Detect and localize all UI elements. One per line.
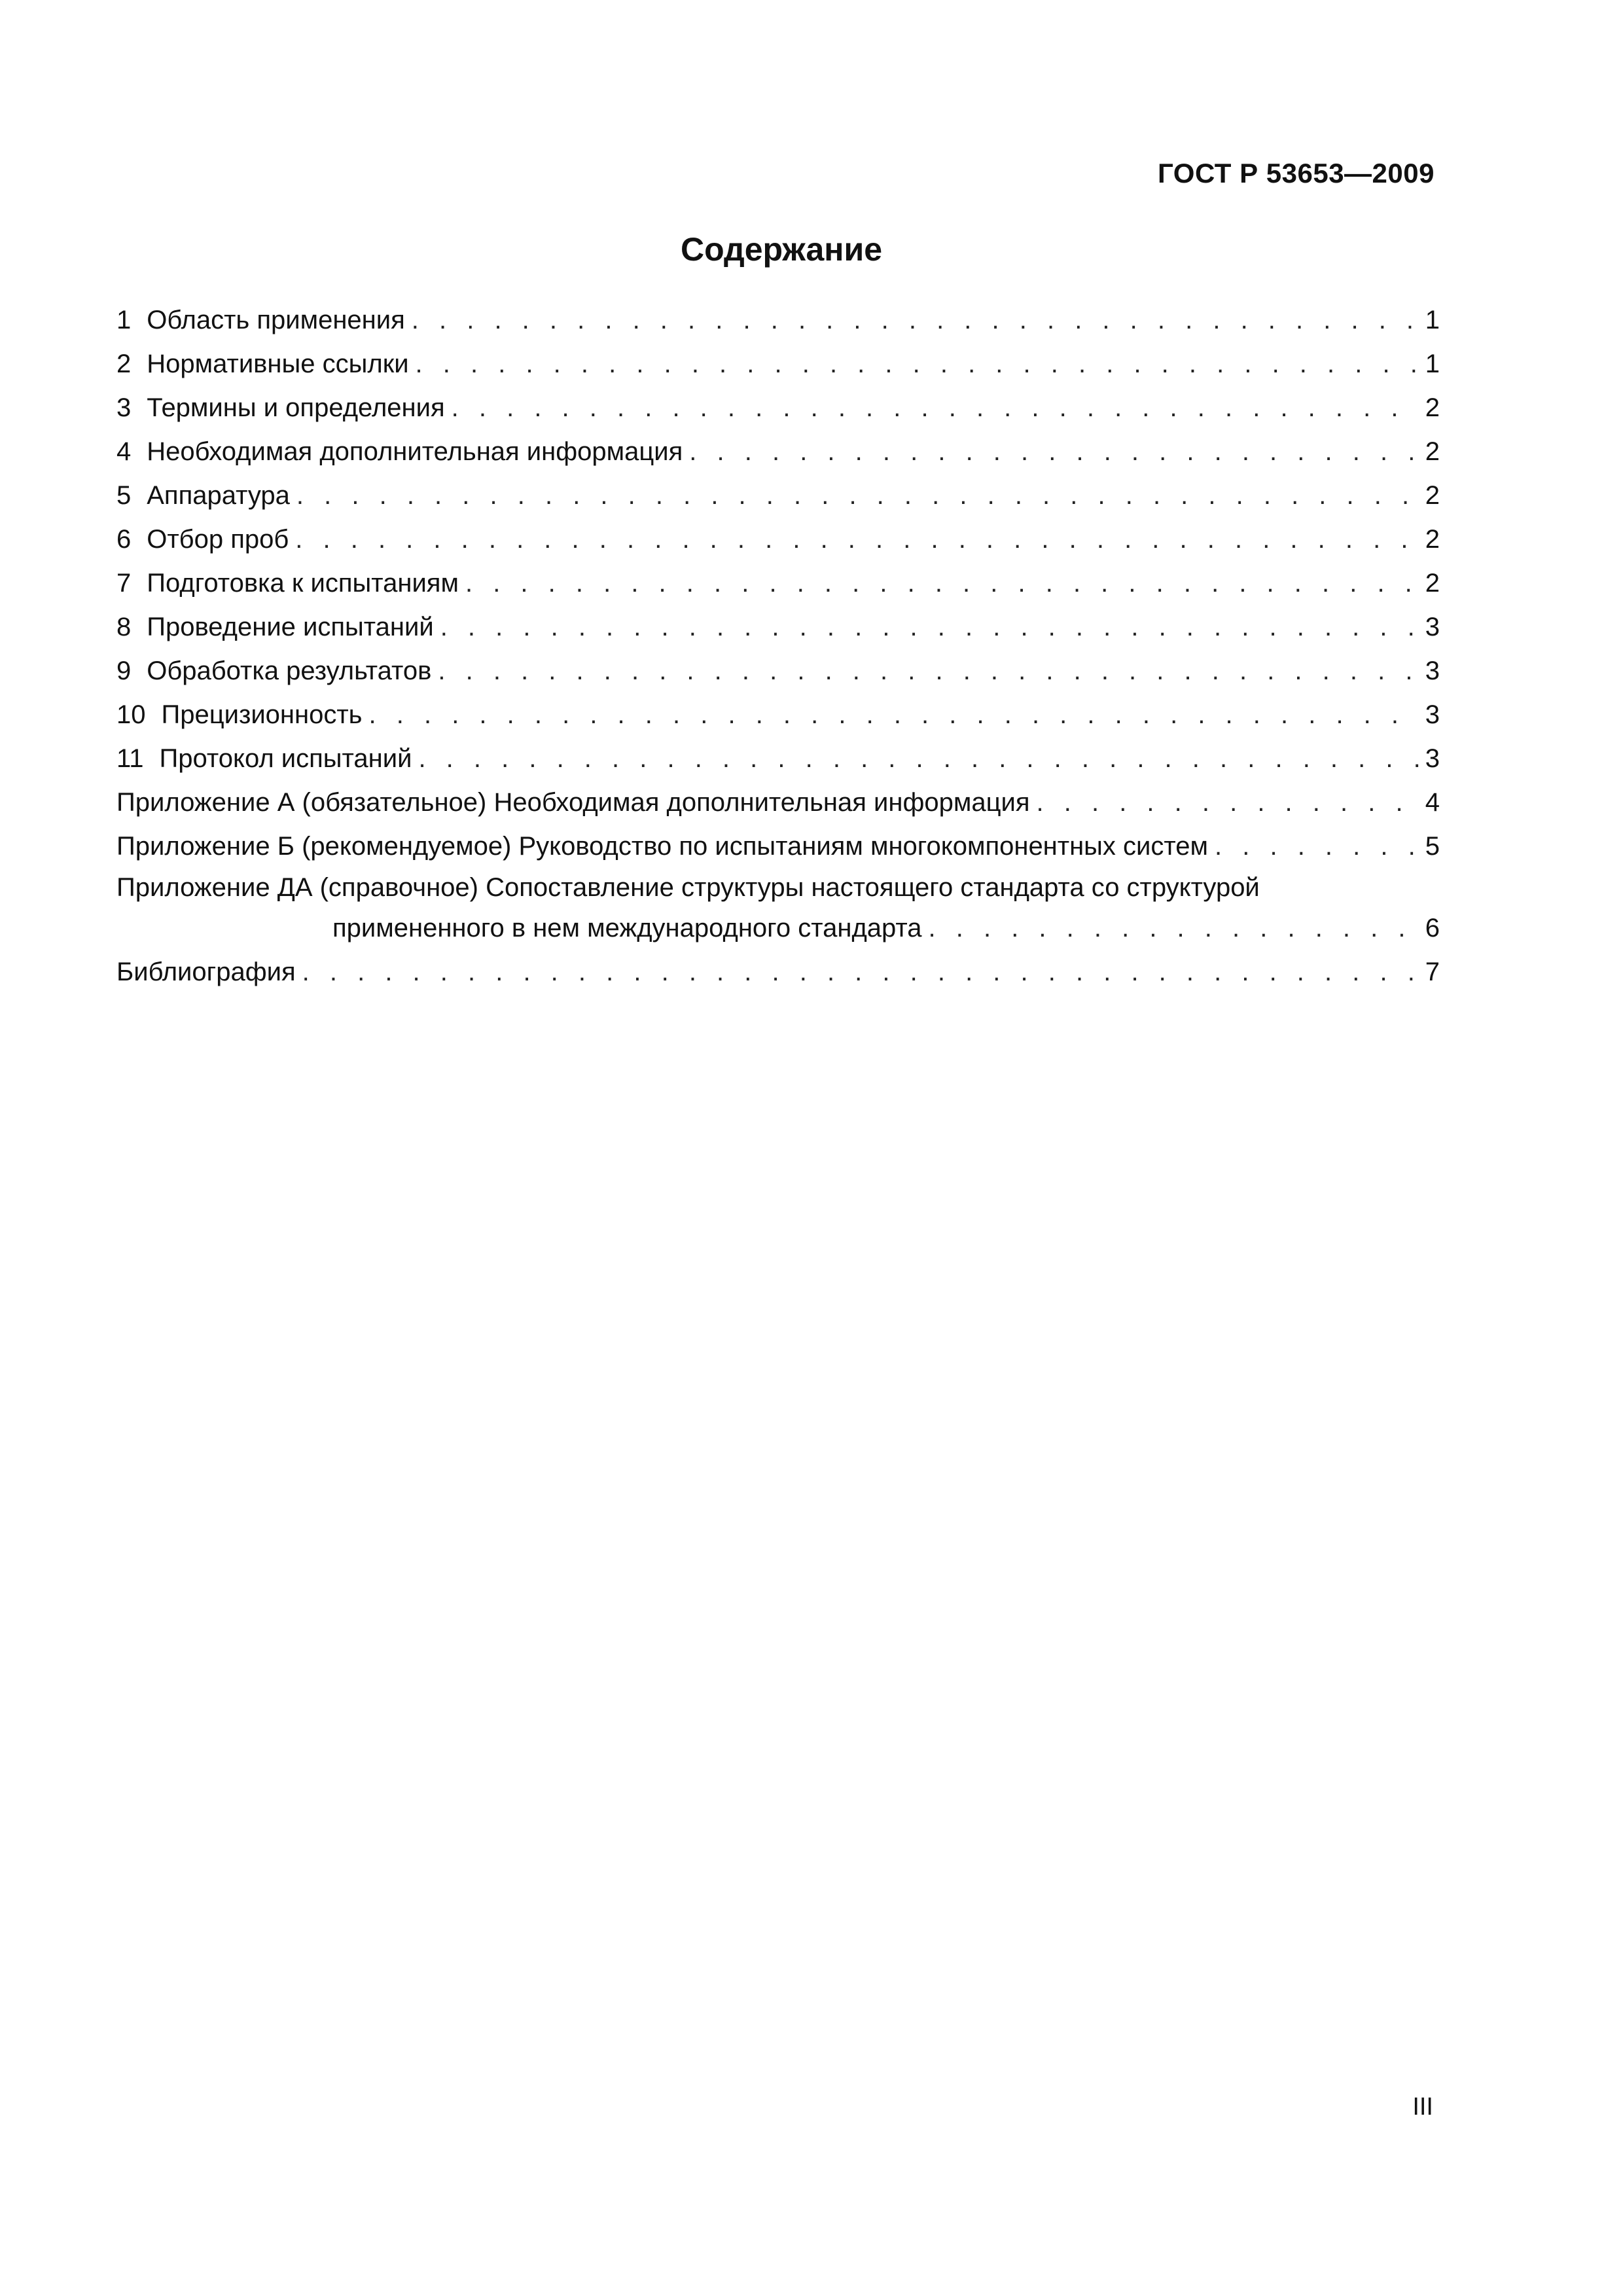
toc-entry-title: Необходимая дополнительная информация — [147, 437, 683, 466]
toc-heading: Содержание — [680, 231, 883, 268]
toc-entry[interactable] — [116, 298, 1440, 342]
toc-entry[interactable] — [116, 693, 1440, 737]
toc-entry-appendix-a[interactable] — [116, 781, 1440, 825]
dot-leader — [412, 298, 1419, 342]
dot-leader — [369, 693, 1419, 737]
dot-leader — [1215, 825, 1419, 869]
dot-leader — [929, 906, 1419, 950]
toc-entry-appendix-da[interactable] — [116, 869, 1440, 950]
toc-entry-number: 1 — [116, 306, 132, 334]
toc-entry[interactable] — [116, 474, 1440, 518]
toc-entry-number: 6 — [116, 525, 132, 554]
toc-entry-page: 1 — [1425, 350, 1440, 378]
toc-entry[interactable] — [116, 649, 1440, 693]
toc-entry-number: 9 — [116, 656, 132, 685]
dot-leader — [296, 474, 1419, 518]
toc-entry-page: 2 — [1425, 525, 1440, 554]
toc-entry-page: 4 — [1425, 788, 1440, 817]
toc-entry-title: Аппаратура — [147, 481, 290, 510]
toc-entry-title: Приложение Б (рекомендуемое) Руководство по испытаниям многокомпонентных систем — [116, 832, 1209, 861]
toc-entry-title: Нормативные ссылки — [147, 350, 409, 378]
toc-entry-title-line-2: примененного в нем международного стандарта — [332, 914, 922, 942]
toc-entry-number: 11 — [116, 744, 144, 773]
toc-entry-page: 2 — [1425, 393, 1440, 422]
toc-entry-title: Проведение испытаний — [147, 613, 434, 641]
page-number: III — [1412, 2093, 1433, 2121]
toc-entry[interactable] — [116, 605, 1440, 649]
dot-leader — [452, 386, 1419, 430]
toc-entry[interactable] — [116, 562, 1440, 605]
dot-leader — [418, 737, 1419, 781]
dot-leader — [689, 430, 1419, 474]
toc-entry-title: Отбор проб — [147, 525, 289, 554]
toc-entry-page: 3 — [1425, 656, 1440, 685]
toc-entry-page: 2 — [1425, 481, 1440, 510]
toc-entry-continuation — [116, 906, 1440, 950]
toc-entry-number: 5 — [116, 481, 132, 510]
toc-entry-bibliography[interactable] — [116, 950, 1440, 994]
toc-entry[interactable] — [116, 342, 1440, 386]
toc-entry-page: 3 — [1425, 744, 1440, 773]
dot-leader — [440, 605, 1419, 649]
toc-entry-title: Подготовка к испытаниям — [147, 569, 459, 598]
toc-entry-number: 3 — [116, 393, 132, 422]
toc-entry-page: 1 — [1425, 306, 1440, 334]
toc-entry-number: 2 — [116, 350, 132, 378]
toc-entry-page: 5 — [1425, 832, 1440, 861]
toc-entry-page: 3 — [1425, 700, 1440, 729]
toc-entry-number: 10 — [116, 700, 146, 729]
toc-entry[interactable] — [116, 386, 1440, 430]
toc-entry-page: 2 — [1425, 569, 1440, 598]
dot-leader — [416, 342, 1419, 386]
toc-entry-title: Библиография — [116, 958, 296, 986]
toc-entry-title-line-1: Приложение ДА (справочное) Сопоставление структуры настоящего стандарта со структурой — [116, 873, 1260, 902]
toc-entry-page: 2 — [1425, 437, 1440, 466]
toc-entry[interactable] — [116, 518, 1440, 562]
toc-entry-page: 6 — [1425, 914, 1440, 942]
toc-entry-appendix-b[interactable] — [116, 825, 1440, 869]
dot-leader — [302, 950, 1419, 994]
toc-entry[interactable] — [116, 737, 1440, 781]
toc-entry-number: 8 — [116, 613, 132, 641]
toc-entry-title: Область применения — [147, 306, 405, 334]
toc-entry[interactable] — [116, 430, 1440, 474]
toc-entry-title: Приложение А (обязательное) Необходимая дополнительная информация — [116, 788, 1030, 817]
toc-entry-title: Протокол испытаний — [159, 744, 412, 773]
dot-leader — [438, 649, 1419, 693]
document-code: ГОСТ Р 53653—2009 — [1158, 158, 1435, 188]
toc-entry-page: 7 — [1425, 958, 1440, 986]
toc-entry-number: 7 — [116, 569, 132, 598]
dot-leader — [1037, 781, 1419, 825]
toc-entry-title: Термины и определения — [147, 393, 445, 422]
toc-entry-number: 4 — [116, 437, 132, 466]
toc-entry-title: Обработка результатов — [147, 656, 432, 685]
toc-entry-page: 3 — [1425, 613, 1440, 641]
table-of-contents — [116, 298, 1440, 994]
dot-leader — [465, 562, 1419, 605]
dot-leader — [295, 518, 1419, 562]
toc-entry-title: Прецизионность — [161, 700, 363, 729]
